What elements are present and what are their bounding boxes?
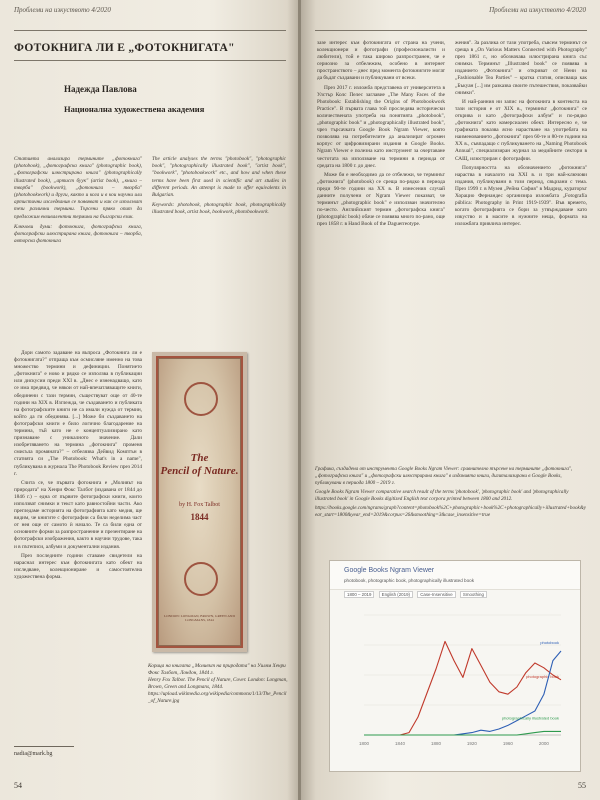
series-line-photographically-illustrated-book[interactable] xyxy=(364,731,561,735)
control-case[interactable]: Case-Insensitive xyxy=(417,591,455,598)
chart-caption xyxy=(315,466,587,521)
abstract-en xyxy=(152,156,286,220)
abstract-en-text: The article analyses the terms "photobook", "photographic book", "photographically illustrated book", "artist book", "bookwork", "photobookwork" etc., and how and when these terms have been first used in scientific and art studies in different periods. An attempt is made to offer equivalents in Bulgarian. xyxy=(152,156,286,199)
control-smoothing[interactable]: Smoothing xyxy=(460,591,487,598)
book-cover-year: 1844 xyxy=(190,512,209,522)
author-email[interactable]: nadia@mark.bg xyxy=(14,751,53,757)
series-label: photographic book xyxy=(526,673,559,679)
book-cover-author: by H. Fox Talbot xyxy=(179,502,220,508)
series-label: photographically illustrated book xyxy=(501,715,559,721)
chart-title: Google Books Ngram Viewer xyxy=(344,567,435,574)
control-corpus[interactable]: English (2019) xyxy=(379,591,413,598)
chart-link[interactable]: https://books.google.com/ngrams/graph?content=photobook%2C+photographic+book%2C+photographically+illustrated+book&year_start=1800&year_end=2019&corpus=26&smoothing=3&case_insensitive=true xyxy=(315,505,587,518)
title-rule xyxy=(14,60,286,61)
figure-caption-bg: Корица на книгата „Моливът на природата" на Уилям Хенри Фокс Талбот, Лондон, 1844 г. xyxy=(148,663,286,676)
series-line-photographic-book[interactable] xyxy=(364,641,561,735)
figure-caption-en: Henry Fox Talbot. The Pencil of Nature, Cover. London: Longman, Brown, Green and Longmans, 1844. xyxy=(148,677,288,690)
chart-plot-area xyxy=(350,609,565,749)
body-paragraph: И най-ранния ни запис на фотокнига в контекста на тази история е от ХIХ в., терминът „фотокнига" се открива и като „фотографски албум" и по-рядко „фотокнига" като комерсиален обект. Интересно е, че графиката показва ясно нарастване на употребата на наименованието „фотокнига" през 60-те и 80-те години на ХХ в., съвпадащо с публикуването на „Naming Photobook Annual", специализиран журнал за медийните сектори в САЩ, илюстриран с фотографии. xyxy=(455,98,587,162)
chart-caption-bg: Графика, създадена от инструмента Google Books Ngram Viewer: сравнително търсене на термините „фотокнига", „фотографска книга" и „фотографски илюстрирана книга" в изданията книги, дигитализирани в Google Books, публикувани в периода 1800 – 2019 г. xyxy=(315,466,573,486)
control-year-range[interactable]: 1800 – 2019 xyxy=(344,591,374,598)
body-paragraph: През последните години ставаме свидетели на нараснал интерес към фотокнигата като обект на изследване, колекциониране и самостоятелна художествена форма. xyxy=(14,552,142,580)
body-paragraph: жения". За разлика от тази употреба, съвсем терминът се среща в „On Various Matters Connected with Photography" през 1861 г., но обозначава илюстрирана книга със снимки. Терминът „Illustrated book" се появява в изданието „Фотокнига" и откриват от Нени на „Fashionable Tea Parties" – кратка статия, описваща как „Бъкуан [...] им разказва своите пътешествия, показвайки снимки". xyxy=(455,40,587,96)
chart-caption-en: Google Books Ngram Viewer comparative search result of the terms 'photobook', 'photographic book' and 'photographically illustrated book' in Google Books digitized English text corpora printed between 1800 and 2012. xyxy=(315,489,569,502)
x-tick-label: 1840 xyxy=(394,741,405,746)
right-page xyxy=(301,0,600,800)
figure-caption xyxy=(148,663,288,705)
chart-controls xyxy=(344,591,490,598)
running-head: Проблеми на изкуството 4/2020 xyxy=(489,6,586,14)
keywords-en: Keywords: photobook, photographic book, photographically illustrated book, artist book, bookwork, photobookwork. xyxy=(152,202,286,216)
body-paragraph: Може би е необходимо да се отбележи, че терминът „фотокнига" (photobook) се среща по-рядко в периода преди 90-те години на ХХ в. В изнесения случай данните получени от Ngram Viewer показват, че терминът „photographic book" е използван значително по-често. Английският термин „фотографска книга" (photographic book) обаче се появява много по-рано, още през 1858 г. в Hand Book of the Daguerreotype. xyxy=(317,171,445,228)
left-page xyxy=(0,0,299,800)
book-cover-image xyxy=(152,352,247,652)
header-rule xyxy=(14,30,286,31)
body-column-2 xyxy=(455,40,587,458)
ornament-top xyxy=(184,382,218,416)
chart-query[interactable]: photobook, photographic book, photographically illustrated book xyxy=(344,578,474,583)
x-tick-label: 1960 xyxy=(502,741,513,746)
author-affiliation: Национална художествена академия xyxy=(64,104,205,114)
header-rule xyxy=(315,30,587,31)
book-title-line2: Pencil of Nature. xyxy=(160,465,239,477)
x-tick-label: 1800 xyxy=(358,741,370,746)
x-tick-label: 1920 xyxy=(466,741,477,746)
body-column xyxy=(14,350,142,742)
page-number: 54 xyxy=(14,781,22,790)
abstract-bg xyxy=(14,156,142,248)
series-line-photobook[interactable] xyxy=(364,651,561,735)
page-number: 55 xyxy=(578,781,586,790)
series-label: photobook xyxy=(540,640,559,645)
body-paragraph: Популярността на обозначението „фотокнига" нараства в началото на ХХI в. и три най-ключови издания, публикувани в този период, свързани с тема. През 1999 г. в Музея „Рейна София" в Мадрид, кураторът Хорацио Фернандес организира изложбата „Fotografía pública: Photography in Print 1919-1939". Във времето, когато фотографията се бори за утвърждаване като изкуство и в масите в нужните неща, формата на изложбата привлича интерес. xyxy=(455,164,587,228)
book-cover-title xyxy=(160,452,239,478)
keywords-bg: Ключови думи: фотокнига, фотографска книга, фотографски илюстрирана книга, фотокнига – творба, авторска фотокнига xyxy=(14,223,142,245)
body-column-1 xyxy=(317,40,445,458)
running-head: Проблеми на изкуството 4/2020 xyxy=(14,6,111,14)
figure-link[interactable]: https://upload.wikimedia.org/wikipedia/commons/1/13/The_Pencil_of_Nature.jpg xyxy=(148,691,287,704)
body-paragraph: Дори самото задаване на въпроса „Фотокнига ли е фотокнигата?" отпраща към осмисляне именно на това множество термини и дефиниции. Понятието „фотокнига" е ново и рядко се използва в публикации или дискусии преди ХХI в. „Днес е изненадващо, като се има предвид, че някои от най-впечатляващите книги, обединени с тази термин, съществуват още от 40-те години на ХIХ в. Изглежда, че създаването и публиката на фотографските книги не са имали нужда от термин, който да ги обединява. [...] Може би създаването на фотографски книги е било логично благодарение на термина, тъй като не е концептуализирано като признаване с уникалното значение. Дали изобретяването на термина „фотокнига" променя смисъла промяната?" – отбелязва Дейвид Комптън в статията си „The Photobook: What's in a name", публикувана в журнала The Photobook Review през 2014 г. xyxy=(14,350,142,477)
ornament-bottom xyxy=(184,562,218,596)
footnote-rule xyxy=(14,746,74,747)
body-paragraph: зазе интерес към фотокнигата от страна на учени, колекционери и фотографи (професионалисти и любители), той е така широко разпространен, че е сериозно за отбележим, особено в интернет пространството – днес пред момента фотокнигите могат да бъдат създавани и публикувани от всеки. xyxy=(317,40,445,82)
ngram-chart xyxy=(329,560,581,772)
body-paragraph: През 2017 г. изложба представена от университета в Улстър Колс Пелес заглавие „The Many Faces of the Photobook: Establishing the Origins of Photobookwork Practice". В първата глава той проследява исторически количествената употреба на понятията „photobook", „photographic book" и „photographically illustrated book", чрез търсачката Google Book Ngram Viewer, която позволява на потребителите да анализират огромен корпус от цифровизирани издания в Google Books. Ngram Viewer е полезна като инструмент за очертаване честотата на използване на термини в периода от средата на 1800 г. до днес. xyxy=(317,84,445,169)
book-cover-imprint: LONDON: LONGMAN, BROWN, GREEN AND LONGMANS, 1844 xyxy=(164,614,235,622)
x-tick-label: 2000 xyxy=(538,741,549,746)
chart-header xyxy=(330,561,580,590)
abstract-bg-text: Статията анализира термините „фотокнига" (photobook), „фотографска книга" (photographic book), „фотографски илюстрирана книга" (photographically illustrated book), „артист буук" (artist book), „книга – творба" (bookwork), „фотокнига – творба" (photobookwork) и други, както и кога и в кои научни или артистични изследвания се появяват и как се използват тези различни термини. Търсени пряко опит да предложим еквивалентни термини на български език. xyxy=(14,156,142,220)
body-paragraph: Счита се, че първата фотокнига е „Моливът на природата" на Хенри Фокс Талбот (издавана от 1844 до 1846 г.) – една от първите фотографски книги, които използват снимки и текст като равностойни части. Ако прегледаме историята на фотографията като медия, ще видим, че книгите с фотографии са били неделима част от нея още от самото ѝ начало. Те са били една от основните форми за разпространение и презентиране на фотографски изображения, както в научни трудове, така и в пътеписи, албуми и документални издания. xyxy=(14,479,142,550)
article-title: ФОТОКНИГА ЛИ Е „ФОТОКНИГАТА" xyxy=(14,42,235,54)
x-tick-label: 1880 xyxy=(430,741,441,746)
book-title-line1: The xyxy=(190,452,209,464)
author-name: Надежда Павлова xyxy=(64,84,137,94)
